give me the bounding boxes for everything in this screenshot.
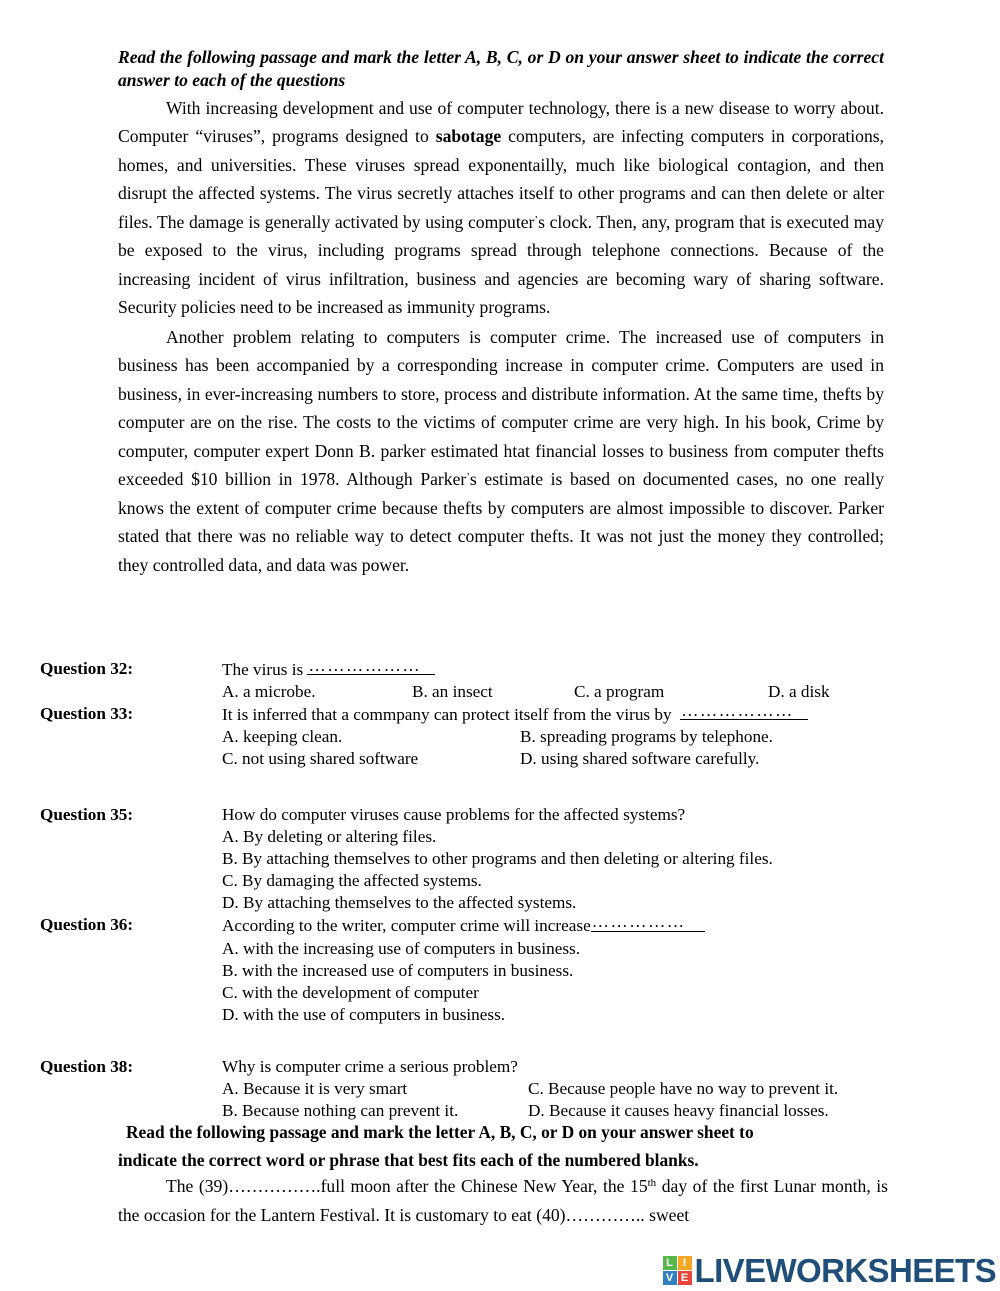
question-stem-32: [222, 658, 1000, 681]
option-d-32[interactable]: D. a disk: [768, 682, 830, 702]
question-block-35: [0, 804, 1000, 914]
option-d-33[interactable]: D. using shared software carefully.: [520, 749, 760, 769]
paragraph-2-text-part-2: s estimate is based on documented cases, no one really knows the extent of computer crime because thefts by computers are almost impossible to discover. Parker stated that there was no reliable way to detect computer thefts. It was not just the money they controlled; they controlled data, and data was power.: [118, 469, 885, 575]
option-d-35[interactable]: D. By attaching themselves to the affected systems.: [222, 893, 577, 913]
option-d-36[interactable]: D. with the use of computers in business.: [222, 1004, 506, 1024]
apostrophe-glyph-1: ’: [534, 213, 539, 226]
question-body-36: [222, 914, 1000, 1025]
option-c-35[interactable]: C. By damaging the affected systems.: [222, 871, 482, 891]
question-label-32: Question 32:: [40, 659, 134, 678]
paragraph-1-text-part-3: s clock. Then, any, program that is executed may be exposed to the virus, including programs spread through telephone connections. Because of the increasing incident of virus infiltration, business and agencies are becoming wary of sharing software. Security policies need to be increased as immunity programs.: [118, 211, 884, 318]
option-a-32[interactable]: A. a microbe.: [222, 682, 316, 702]
section-spacer-2: [0, 1026, 1000, 1056]
option-b-33[interactable]: B. spreading programs by telephone.: [520, 727, 773, 747]
question-options-33-row-2: [222, 748, 1000, 770]
answer-blank-dots-32: ………………: [308, 657, 422, 675]
question-body-33: [222, 703, 1000, 770]
question-block-38: [0, 1056, 1000, 1122]
option-d-38[interactable]: D. Because it causes heavy financial losses.: [528, 1100, 829, 1120]
option-c-36[interactable]: C. with the development of computer: [222, 982, 479, 1002]
logo-tile-l: L: [663, 1256, 677, 1270]
option-c-33[interactable]: C. not using shared software: [222, 749, 419, 769]
question-body-35: [222, 804, 1000, 914]
option-c-32[interactable]: C. a program: [574, 682, 665, 702]
question-label-35: Question 35:: [40, 805, 134, 825]
question-options-32: [222, 681, 1000, 703]
bold-word-sabotage: sabotage: [435, 126, 502, 147]
instruction-2-line-1: Read the following passage and mark the letter A, B, C, or D on your answer sheet to: [126, 1122, 754, 1142]
closing-text-part-2: day of the first Lunar month, is the occasion for the Lantern Festival. It is customary to eat (40)………….. sweet: [118, 1176, 889, 1225]
closing-text-part-1: The (39)…………….full moon after the Chinese New Year, the 15: [166, 1176, 648, 1196]
passage-paragraph-1: [118, 94, 884, 322]
question-stem-text-32: The virus is: [222, 660, 304, 680]
logo-tile-e: E: [678, 1271, 692, 1285]
paragraph-1-text-part-2: computers, are infecting computers in corporations, homes, and universities. These viruses spread exponentailly, much like biological contagion, and then disrupt the affected systems. The virus secretly attaches itself to other programs and can then delete or alter files. The damage is generally activated by using computer: [118, 126, 884, 232]
option-a-38[interactable]: A. Because it is very smart: [222, 1078, 408, 1098]
liveworksheets-logo[interactable]: [663, 1254, 996, 1287]
passage-paragraph-2: [118, 323, 884, 580]
closing-paragraph: [118, 1172, 888, 1229]
question-body-38: [222, 1056, 1000, 1122]
option-b-35[interactable]: B. By attaching themselves to other programs and then deleting or altering files.: [222, 849, 773, 869]
option-b-36[interactable]: B. with the increased use of computers in business.: [222, 960, 574, 980]
apostrophe-glyph-2: ’: [466, 471, 470, 484]
question-stem-33: [222, 703, 1000, 726]
section-spacer-1: [0, 770, 1000, 804]
question-options-33-row-1: [222, 726, 1000, 748]
option-b-38[interactable]: B. Because nothing can prevent it.: [222, 1100, 459, 1120]
question-block-36: [0, 914, 1000, 1025]
question-stem-38: Why is computer crime a serious problem?: [222, 1056, 518, 1076]
answer-blank-32[interactable]: [307, 657, 435, 675]
question-body-32: [222, 658, 1000, 703]
answer-blank-dots-33: ………………: [681, 702, 794, 720]
logo-wordmark: LIVEWORKSHEETS: [694, 1252, 996, 1289]
option-a-35[interactable]: A. By deleting or altering files.: [222, 827, 437, 847]
question-stem-36: [222, 914, 1000, 937]
answer-blank-33[interactable]: [680, 702, 808, 720]
question-block-33: [0, 703, 1000, 770]
paragraph-1-text-part-1: With increasing development and use of computer technology, there is a new disease to worry about. Computer “viruses”, programs designed to: [118, 97, 884, 147]
paragraph-2-text-part-1: Another problem relating to computers is computer crime. The increased use of computers in business has been accompanied by a corresponding increase in computer crime. Computers are used in business, in ever-increasing numbers to store, process and distribute information. At the same time, thefts by computer are on the rise. The costs to the victims of computer crime are very high. In his book, Crime by computer, computer expert Donn B. parker estimated htat financial losses to business from computer thefts exceeded $10 billion in 1978. Although Parker: [118, 326, 884, 490]
question-stem-35: How do computer viruses cause problems for the affected systems?: [222, 805, 686, 825]
question-stem-text-33: It is inferred that a commpany can protect itself from the virus by: [222, 705, 672, 725]
question-block-32: [0, 658, 1000, 703]
option-a-36[interactable]: A. with the increasing use of computers in business.: [222, 938, 581, 958]
question-label-36: Question 36:: [40, 915, 134, 935]
option-a-33[interactable]: A. keeping clean.: [222, 727, 343, 747]
logo-tile-i: I: [678, 1256, 692, 1270]
answer-blank-dots-36: ……………: [591, 913, 686, 931]
logo-tiles-grid: [663, 1256, 692, 1285]
answer-blank-36[interactable]: [591, 913, 705, 931]
ordinal-superscript: th: [647, 1177, 657, 1189]
logo-tile-v: V: [663, 1271, 677, 1285]
option-c-38[interactable]: C. Because people have no way to prevent it.: [528, 1078, 839, 1098]
question-stem-text-36: According to the writer, computer crime will increase: [222, 916, 591, 936]
reading-passage-section: [118, 46, 884, 579]
instruction-heading-2: [118, 1118, 884, 1174]
question-options-38-row-1: [222, 1078, 1000, 1100]
question-label-33: Question 33:: [40, 704, 134, 724]
option-b-32[interactable]: B. an insect: [412, 682, 493, 702]
questions-section: [0, 658, 1000, 1122]
instruction-2-line-2: indicate the correct word or phrase that best fits each of the numbered blanks.: [118, 1150, 699, 1170]
question-label-38: Question 38:: [40, 1056, 134, 1076]
instruction-heading-1: Read the following passage and mark the letter A, B, C, or D on your answer sheet to indicate the correct answer to each of the questions: [118, 47, 884, 90]
